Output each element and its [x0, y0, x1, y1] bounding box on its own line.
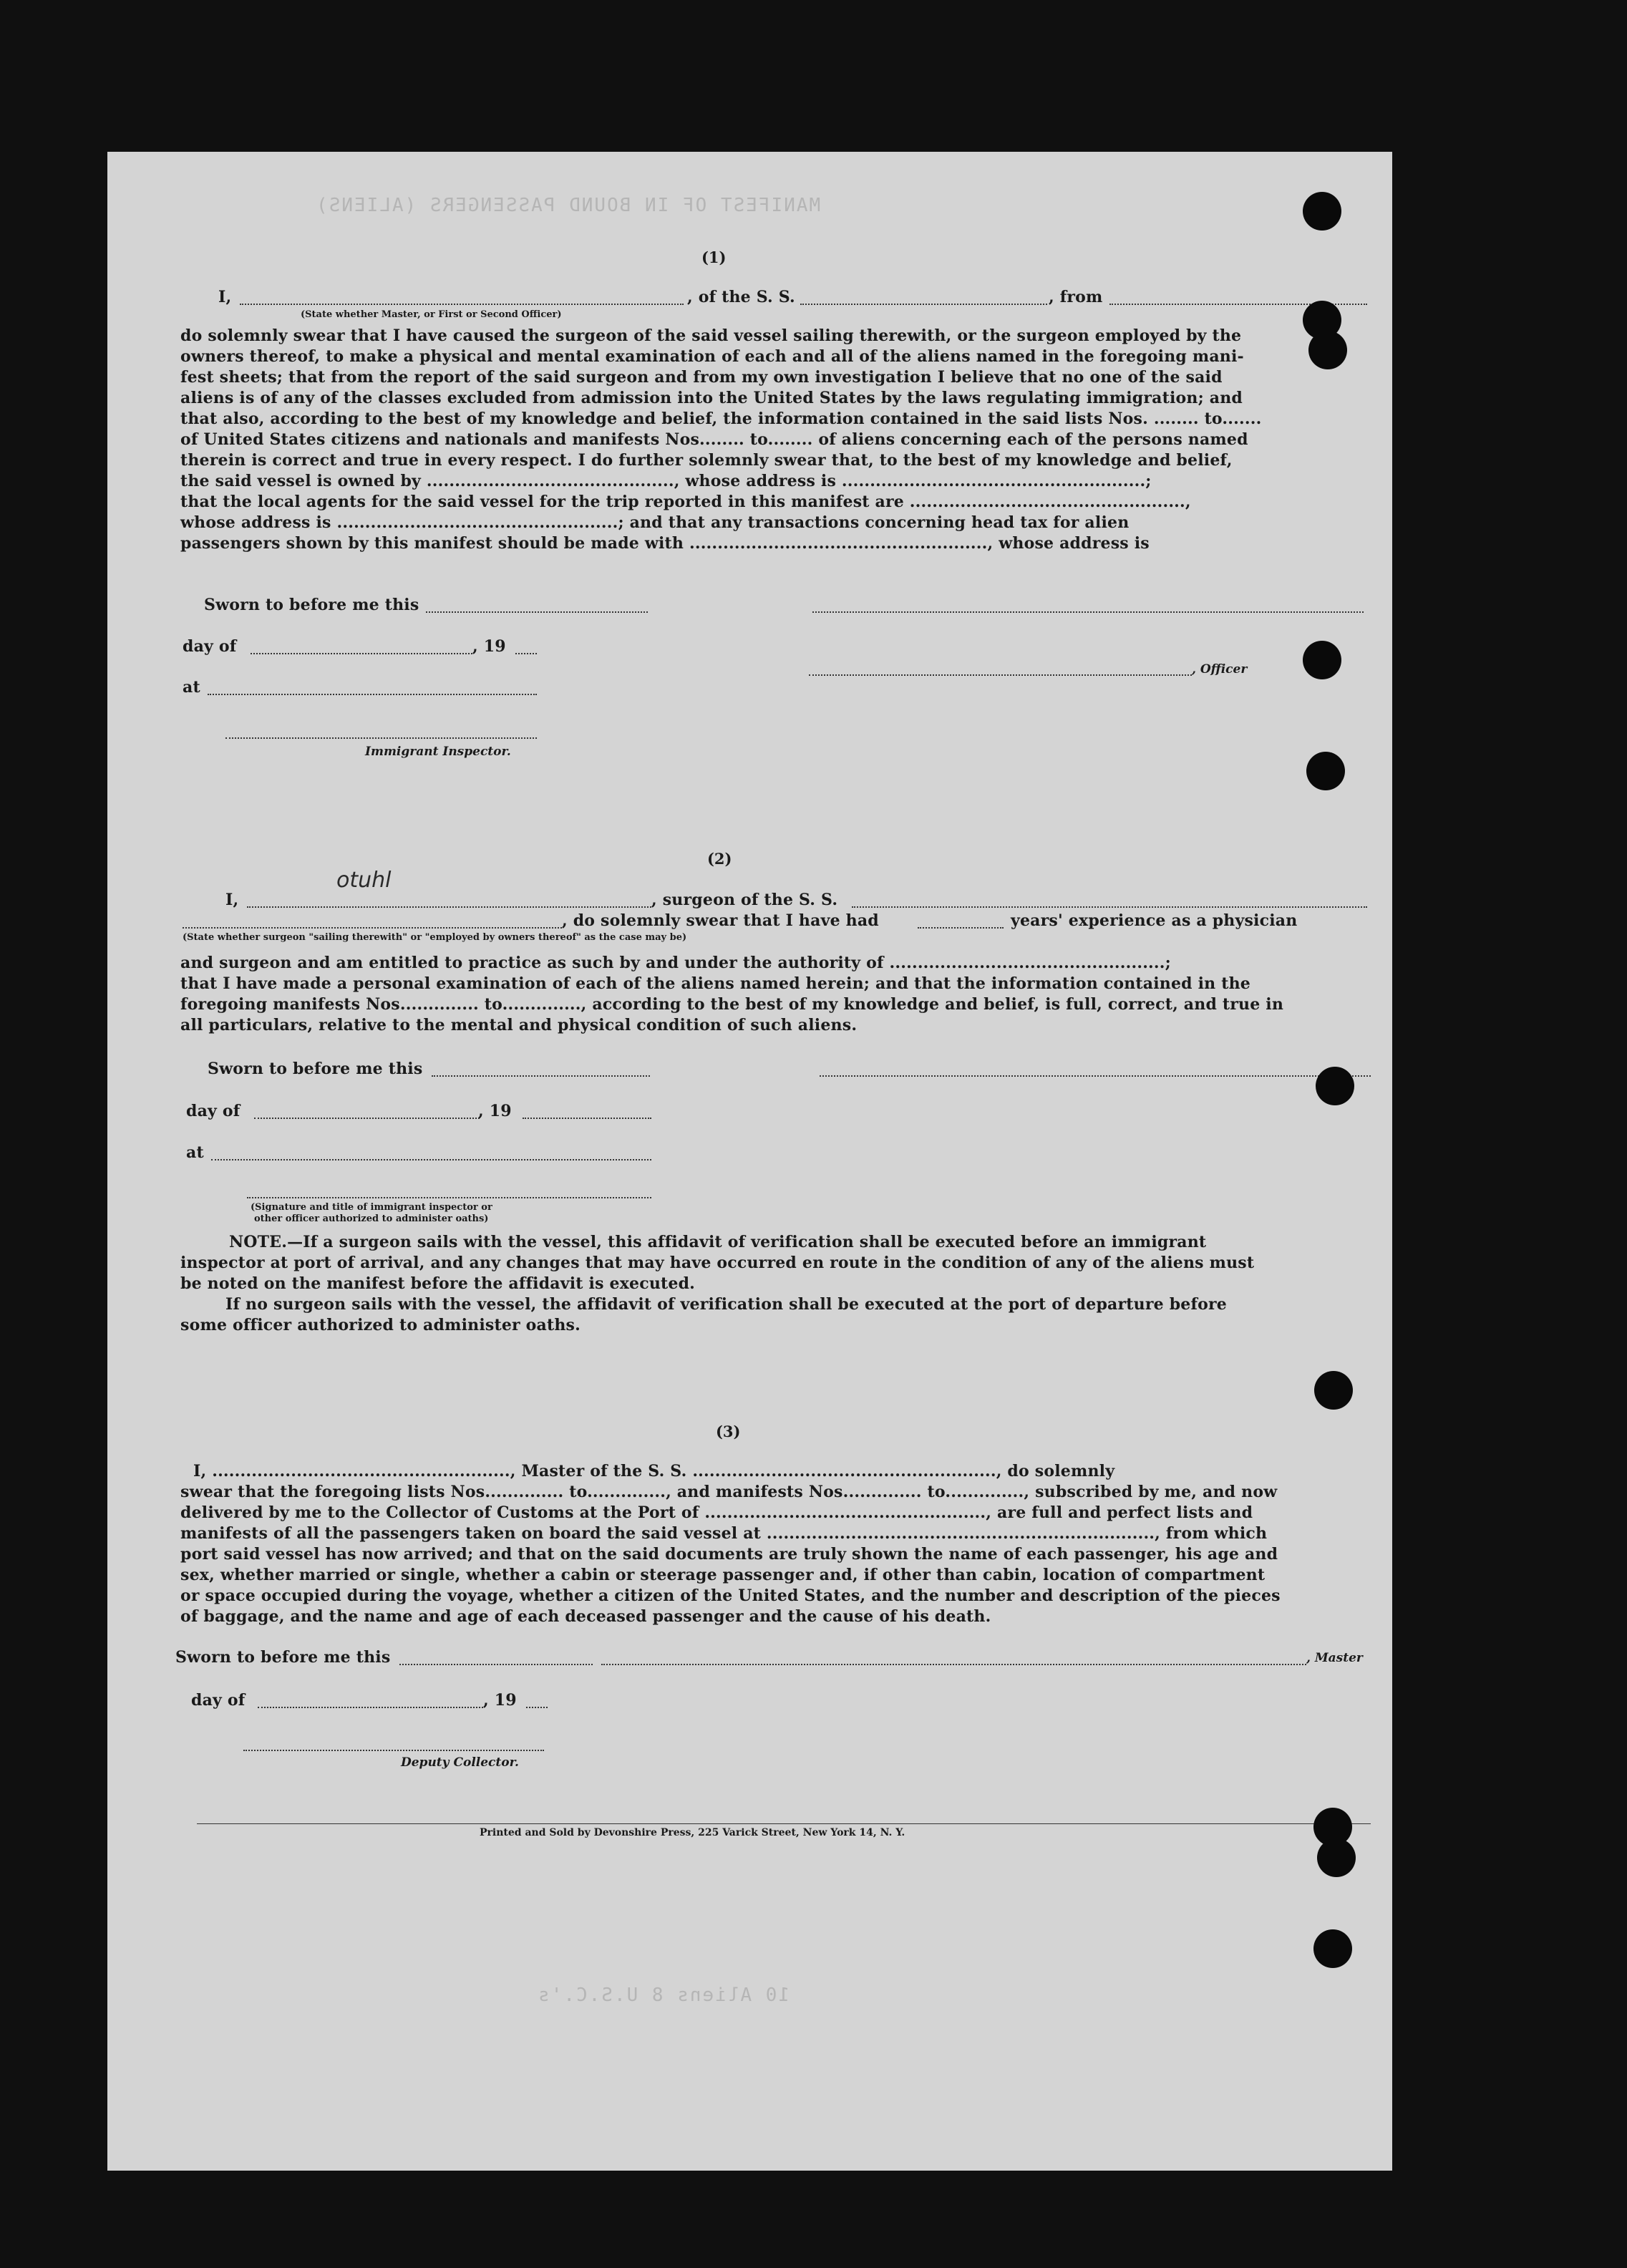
s2-note-0: NOTE.—If a surgeon sails with the vessel, this affidavit of verification shall be executed before an immigrant	[229, 1233, 1207, 1251]
s1-line-3: aliens is of any of the classes excluded from admission into the United States by the laws regulating immigration; and	[180, 389, 1243, 407]
bleed-through-bottom: 10 Aliens 8 U.S.C.'s	[537, 1984, 790, 2006]
s2-sig-note-2: other officer authorized to administer oaths)	[254, 1213, 489, 1224]
s2-note-3: If no surgeon sails with the vessel, the affidavit of verification shall be executed at the port of departure before	[225, 1295, 1227, 1314]
s3-master-label: , Master	[1306, 1651, 1363, 1665]
s1-line-5: of United States citizens and nationals and manifests Nos........ to........ of aliens concerning each of the persons named	[180, 430, 1248, 449]
binder-hole-1	[1303, 192, 1341, 231]
binder-hole-9	[1317, 1838, 1356, 1877]
s2-at: at	[186, 1143, 204, 1162]
s1-i: I,	[218, 288, 232, 306]
s3-deputy-sig-blank	[243, 1750, 544, 1751]
s2-type-blank	[183, 927, 562, 929]
section-2-number: (2)	[707, 850, 732, 868]
s1-officer-label: , Officer	[1192, 662, 1248, 677]
binder-hole-3	[1308, 331, 1347, 369]
s2-line-0: and surgeon and am entitled to practice as such by and under the authority of .................................................;	[180, 954, 1171, 972]
s2-note-2: be noted on the manifest before the affidavit is executed.	[180, 1274, 696, 1293]
s1-line-6: therein is correct and true in every respect. I do further solemnly swear that, to the best of my knowledge and belief,	[180, 451, 1233, 470]
s3-day-of: day of	[191, 1691, 246, 1710]
s2-note-1: inspector at port of arrival, and any changes that may have occurred en route in the condition of any of the aliens must	[180, 1254, 1255, 1272]
s3-line-3: port said vessel has now arrived; and that on the said documents are truly shown the name of each passenger, his age and	[180, 1545, 1278, 1564]
s3-line-4: sex, whether married or single, whether a cabin or steerage passenger and, if other than cabin, location of compartment	[180, 1566, 1266, 1584]
s1-at-blank	[208, 694, 537, 695]
s1-ship-blank	[800, 304, 1047, 305]
s3-year: , 19	[483, 1691, 517, 1710]
s1-year-blank	[515, 653, 537, 654]
s2-i: I,	[225, 891, 239, 909]
binder-hole-10	[1313, 1929, 1352, 1968]
s3-line-1: delivered by me to the Collector of Customs at the Port of .................................................., are full and perfect lists and	[180, 1503, 1253, 1522]
s1-inspector-sig-blank	[225, 737, 537, 739]
s3-line-2: manifests of all the passengers taken on board the said vessel at ....................................................................., from which	[180, 1524, 1268, 1543]
s1-from: , from	[1049, 288, 1103, 306]
s1-officer-name-blank	[240, 304, 684, 305]
s2-sworn-blank	[432, 1075, 650, 1077]
s2-ship-blank	[852, 906, 1367, 908]
s3-sworn-blank	[399, 1664, 593, 1665]
s1-inspector-label: Immigrant Inspector.	[365, 745, 511, 759]
s3-day-blank	[258, 1707, 483, 1708]
s2-line-1: that I have made a personal examination of each of the aliens named herein; and that the information contained in the	[180, 974, 1250, 993]
s3-line-0: swear that the foregoing lists Nos.............. to.............., and manifests Nos.............. to.............., subscribed by me, and now	[180, 1483, 1278, 1501]
s2-type-note: (State whether surgeon "sailing therewith" or "employed by owners thereof" as the case may be)	[183, 932, 687, 943]
s1-day-of: day of	[183, 637, 237, 656]
s2-at-blank	[211, 1159, 651, 1160]
s2-inspector-sig-blank	[247, 1197, 651, 1198]
s3-sworn: Sworn to before me this	[175, 1648, 391, 1667]
s1-of-ss: , of the S. S.	[687, 288, 795, 306]
section-3-number: (3)	[716, 1423, 741, 1440]
s2-surgeon-sig-blank	[820, 1075, 1371, 1077]
s3-year-blank	[526, 1707, 548, 1708]
manifest-page	[107, 152, 1392, 2171]
s2-day-of: day of	[186, 1102, 241, 1120]
s1-line-4: that also, according to the best of my knowledge and belief, the information contained in the said lists Nos. ........ to.......	[180, 410, 1262, 428]
s3-master-sig-blank	[601, 1664, 1306, 1665]
s2-line-b: years' experience as a physician	[1011, 911, 1298, 930]
section-1-number: (1)	[701, 248, 727, 266]
s1-sworn-blank	[426, 611, 648, 613]
s3-line-first: I, ....................................................., Master of the S. S. ......................................................, do solemnly	[193, 1462, 1115, 1480]
binder-hole-5	[1306, 752, 1345, 790]
s2-sworn: Sworn to before me this	[208, 1060, 423, 1078]
s1-line-7: the said vessel is owned by ............................................, whose address is ......................................................;	[180, 472, 1152, 490]
s1-line-10: passengers shown by this manifest should be made with ....................................................., whose address is	[180, 534, 1150, 553]
s2-line-2: foregoing manifests Nos.............. to.............., according to the best of my knowledge and belief, is full, correct, and true in	[180, 995, 1284, 1014]
s2-line-a: , do solemnly swear that I have had	[562, 911, 879, 930]
s1-line-8: that the local agents for the said vessel for the trip reported in this manifest are .................................................,	[180, 493, 1191, 511]
s1-officer-sig-blank	[809, 674, 1192, 676]
s3-deputy-label: Deputy Collector.	[401, 1755, 519, 1770]
s2-handwritten-name: otuhl	[336, 868, 392, 893]
s2-years-blank	[918, 927, 1004, 929]
footer-rule	[197, 1823, 1371, 1824]
s2-day-blank	[254, 1118, 480, 1119]
s2-year: , 19	[478, 1102, 512, 1120]
s2-name-blank	[247, 906, 651, 908]
binder-hole-4	[1303, 641, 1341, 679]
s2-line-3: all particulars, relative to the mental and physical condition of such aliens.	[180, 1016, 858, 1034]
s1-line-1: owners thereof, to make a physical and mental examination of each and all of the aliens named in the foregoing mani-	[180, 347, 1244, 366]
s2-note-4: some officer authorized to administer oaths.	[180, 1316, 581, 1334]
printer-credit: Printed and Sold by Devonshire Press, 225 Varick Street, New York 14, N. Y.	[480, 1827, 905, 1838]
s3-line-6: of baggage, and the name and age of each deceased passenger and the cause of his death.	[180, 1607, 991, 1626]
s1-year: , 19	[472, 637, 506, 656]
s3-line-5: or space occupied during the voyage, whether a citizen of the United States, and the number and description of the pieces	[180, 1586, 1281, 1605]
s1-sworn: Sworn to before me this	[204, 596, 419, 614]
binder-hole-6	[1316, 1067, 1354, 1105]
binder-hole-7	[1314, 1371, 1353, 1410]
bleed-through-top: MANIFEST OF IN BOUND PASSENGERS (ALIENS)	[315, 195, 821, 216]
s1-at: at	[183, 678, 200, 697]
s2-year-blank	[523, 1118, 651, 1119]
s1-day-blank	[251, 653, 472, 654]
s1-line-9: whose address is ..................................................; and that any transactions concerning head tax for alien	[180, 513, 1130, 532]
s2-sig-note-1: (Signature and title of immigrant inspector or	[251, 1202, 492, 1213]
s2-surgeon-of: , surgeon of the S. S.	[651, 891, 838, 909]
s1-line-2: fest sheets; that from the report of the said surgeon and from my own investigation I believe that no one of the said	[180, 368, 1223, 387]
s1-line-0: do solemnly swear that I have caused the surgeon of the said vessel sailing therewith, or the surgeon employed by the	[180, 326, 1242, 345]
s1-officer-note: (State whether Master, or First or Second Officer)	[301, 309, 562, 320]
s1-officer-sig-top-blank	[812, 611, 1364, 613]
